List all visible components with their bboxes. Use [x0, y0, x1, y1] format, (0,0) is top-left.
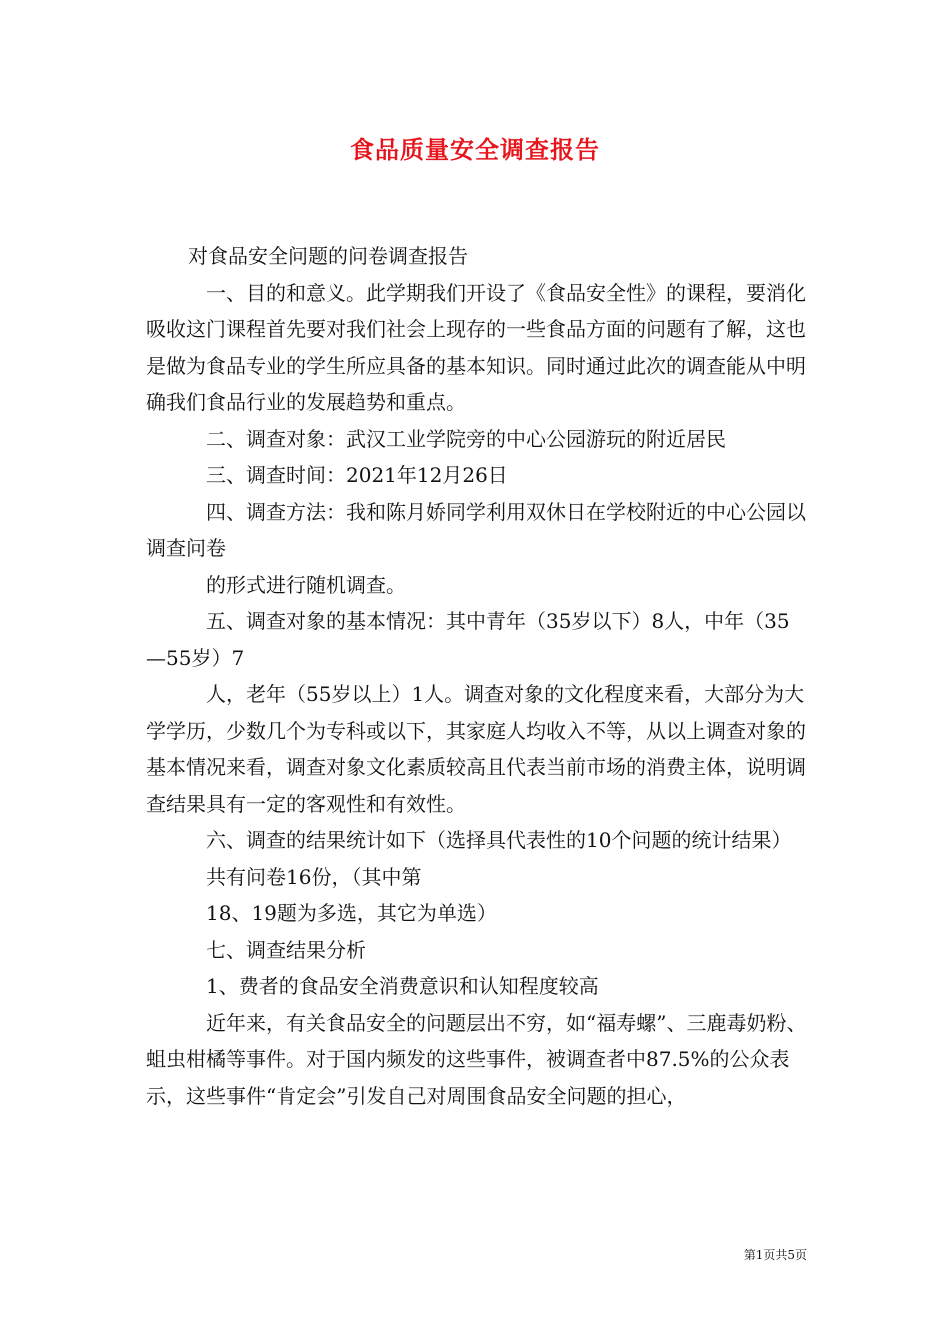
document-title: 食品质量安全调查报告 [350, 135, 600, 164]
paragraph-basic-info-cont: 人，老年（55岁以上）1人。调查对象的文化程度来看，大部分为大学学历，少数几个为专科或以下，其家庭人均收入不等，从以上调查对象的基本情况来看，调查对象文化素质较高且代表当前市场的消费主体，说明调查结果具有一定的客观性和有效性。 [146, 682, 806, 816]
paragraph-purpose: 一、目的和意义。此学期我们开设了《食品安全性》的课程，要消化吸收这门课程首先要对我们社会上现存的一些食品方面的问题有了解，这也是做为食品专业的学生所应具备的基本知识。同时通过此次的调查能从中明确我们食品行业的发展趋势和重点。 [146, 280, 806, 414]
paragraph-basic-info: 五、调查对象的基本情况：其中青年（35岁以下）8人，中年（35—55岁）7 [146, 609, 790, 670]
paragraph-method: 四、调查方法：我和陈月娇同学利用双休日在学校附近的中心公园以调查问卷 [146, 499, 806, 560]
paragraph-results: 六、调查的结果统计如下（选择具代表性的10个问题的统计结果） [206, 828, 792, 852]
paragraph-time: 三、调查时间：2021年12月26日 [206, 463, 508, 487]
paragraph-questionnaires: 共有问卷16份，（其中第 [206, 864, 422, 889]
page-number: 第1页共5页 [743, 1248, 807, 1262]
paragraph-questionnaires-cont: 18、19题为多选，其它为单选） [206, 901, 497, 925]
paragraph-analysis-1-body: 近年来，有关食品安全的问题层出不穷，如“福寿螺”、三鹿毒奶粉、蛆虫柑橘等事件。对于国内频发的这些事件，被调查者中87.5%的公众表示，这些事件“肯定会”引发自己对周围食品安全问题的担心， [146, 1010, 807, 1108]
paragraph-subtitle: 对食品安全问题的问卷调查报告 [188, 244, 468, 268]
document-body [146, 238, 808, 1114]
paragraph-subjects: 二、调查对象：武汉工业学院旁的中心公园游玩的附近居民 [206, 426, 726, 451]
paragraph-analysis-1: 1、费者的食品安全消费意识和认知程度较高 [206, 974, 599, 998]
paragraph-method-cont: 的形式进行随机调查。 [206, 572, 406, 597]
paragraph-analysis-heading: 七、调查结果分析 [206, 937, 366, 962]
